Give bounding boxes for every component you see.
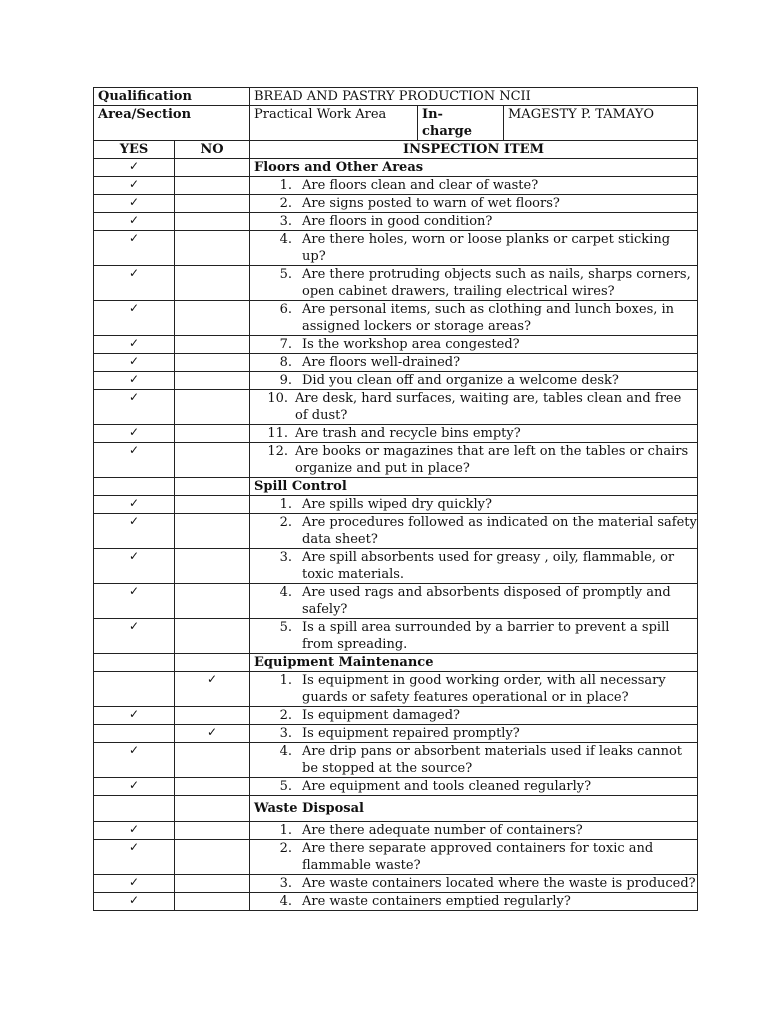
yes-cell — [94, 177, 175, 195]
inspection-question — [250, 840, 698, 875]
item-text: Are used rags and absorbents disposed of promptly and safely? — [302, 585, 671, 617]
item-text: Are waste containers located where the waste is produced? — [302, 876, 696, 891]
yes-cell — [94, 654, 175, 672]
inspection-item-row — [94, 195, 698, 213]
check-mark-icon: ✓ — [128, 549, 140, 563]
inspection-item-row — [94, 390, 698, 425]
item-number: 1. — [279, 673, 292, 688]
item-number: 11. — [267, 426, 288, 441]
no-cell — [175, 584, 250, 619]
inspection-question — [250, 195, 698, 213]
item-text: Are floors clean and clear of waste? — [302, 178, 539, 193]
item-text: Are there adequate number of containers? — [302, 823, 583, 838]
no-column-header: NO — [175, 141, 250, 159]
no-cell — [175, 840, 250, 875]
yes-cell — [94, 584, 175, 619]
check-mark-icon: ✓ — [128, 707, 140, 721]
inspection-question — [250, 231, 698, 266]
check-mark-icon: ✓ — [128, 822, 140, 836]
yes-cell — [94, 213, 175, 231]
inspection-question — [250, 549, 698, 584]
no-cell — [175, 177, 250, 195]
item-number: 1. — [279, 823, 292, 838]
incharge-value: MAGESTY P. TAMAYO — [504, 106, 698, 141]
item-number: 1. — [279, 178, 292, 193]
incharge-label: In-charge — [418, 106, 504, 141]
check-mark-icon: ✓ — [128, 301, 140, 315]
no-cell — [175, 549, 250, 584]
item-number: 2. — [279, 841, 292, 856]
item-number: 5. — [279, 779, 292, 794]
no-cell — [175, 875, 250, 893]
no-cell — [175, 354, 250, 372]
yes-cell — [94, 743, 175, 778]
yes-cell — [94, 159, 175, 177]
inspection-item-row — [94, 840, 698, 875]
item-text: Did you clean off and organize a welcome desk? — [302, 373, 619, 388]
inspection-item-row — [94, 549, 698, 584]
yes-cell — [94, 822, 175, 840]
inspection-item-column-header: INSPECTION ITEM — [250, 141, 698, 159]
yes-cell — [94, 619, 175, 654]
no-cell — [175, 725, 250, 743]
inspection-question — [250, 672, 698, 707]
inspection-question — [250, 301, 698, 336]
no-cell — [175, 372, 250, 390]
qualification-row — [94, 88, 698, 106]
inspection-question — [250, 875, 698, 893]
section-header-row — [94, 654, 698, 672]
item-text: Is equipment repaired promptly? — [302, 726, 520, 741]
item-text: Are floors in good condition? — [302, 214, 493, 229]
no-cell — [175, 478, 250, 496]
check-mark-icon: ✓ — [128, 496, 140, 510]
item-number: 10. — [267, 391, 288, 406]
item-number: 3. — [279, 550, 292, 565]
inspection-item-row — [94, 725, 698, 743]
no-cell — [175, 822, 250, 840]
inspection-question — [250, 496, 698, 514]
item-number: 5. — [279, 267, 292, 282]
check-mark-icon: ✓ — [128, 266, 140, 280]
item-text: Are there separate approved containers for toxic and flammable waste? — [302, 841, 654, 873]
item-number: 2. — [279, 708, 292, 723]
yes-cell — [94, 336, 175, 354]
section-header-row — [94, 159, 698, 177]
inspection-item-row — [94, 875, 698, 893]
item-text: Are procedures followed as indicated on the material safety data sheet? — [302, 515, 697, 547]
no-cell — [175, 893, 250, 911]
inspection-item-row — [94, 619, 698, 654]
inspection-question — [250, 822, 698, 840]
item-number: 9. — [279, 373, 292, 388]
no-cell — [175, 425, 250, 443]
check-mark-icon: ✓ — [128, 336, 140, 350]
yes-cell — [94, 195, 175, 213]
item-number: 6. — [279, 302, 292, 317]
yes-cell — [94, 301, 175, 336]
check-mark-icon: ✓ — [128, 778, 140, 792]
inspection-question — [250, 390, 698, 425]
yes-cell — [94, 725, 175, 743]
item-text: Are books or magazines that are left on the tables or chairs organize and put in place? — [295, 444, 689, 476]
item-number: 4. — [279, 585, 292, 600]
qualification-label: Qualification — [94, 88, 250, 106]
item-text: Are there holes, worn or loose planks or carpet sticking up? — [302, 232, 671, 264]
item-text: Are spill absorbents used for greasy , oily, flammable, or toxic materials. — [302, 550, 675, 582]
item-text: Is equipment damaged? — [302, 708, 461, 723]
no-cell — [175, 195, 250, 213]
no-cell — [175, 390, 250, 425]
check-mark-icon: ✓ — [128, 425, 140, 439]
no-cell — [175, 336, 250, 354]
no-cell — [175, 301, 250, 336]
yes-cell — [94, 672, 175, 707]
check-mark-icon: ✓ — [128, 231, 140, 245]
item-text: Is a spill area surrounded by a barrier to prevent a spill from spreading. — [302, 620, 670, 652]
inspection-item-row — [94, 301, 698, 336]
inspection-question — [250, 584, 698, 619]
no-cell — [175, 707, 250, 725]
section-title: Spill Control — [250, 478, 698, 496]
check-mark-icon: ✓ — [128, 875, 140, 889]
yes-cell — [94, 390, 175, 425]
qualification-value: BREAD AND PASTRY PRODUCTION NCII — [250, 88, 698, 106]
item-number: 5. — [279, 620, 292, 635]
yes-column-header: YES — [94, 141, 175, 159]
yes-cell — [94, 796, 175, 822]
check-mark-icon: ✓ — [128, 514, 140, 528]
check-mark-icon: ✓ — [128, 390, 140, 404]
yes-cell — [94, 231, 175, 266]
inspection-question — [250, 425, 698, 443]
check-mark-icon: ✓ — [206, 725, 218, 739]
check-mark-icon: ✓ — [128, 372, 140, 386]
no-cell — [175, 514, 250, 549]
item-number: 3. — [279, 876, 292, 891]
yes-cell — [94, 266, 175, 301]
inspection-question — [250, 336, 698, 354]
yes-cell — [94, 354, 175, 372]
check-mark-icon: ✓ — [128, 354, 140, 368]
inspection-question — [250, 354, 698, 372]
item-text: Is the workshop area congested? — [302, 337, 520, 352]
yes-cell — [94, 425, 175, 443]
section-header-row — [94, 478, 698, 496]
no-cell — [175, 496, 250, 514]
check-mark-icon: ✓ — [128, 195, 140, 209]
inspection-item-row — [94, 354, 698, 372]
no-cell — [175, 654, 250, 672]
inspection-question — [250, 893, 698, 911]
inspection-question — [250, 177, 698, 195]
item-number: 2. — [279, 196, 292, 211]
area-row — [94, 106, 698, 141]
inspection-item-row — [94, 177, 698, 195]
no-cell — [175, 796, 250, 822]
no-cell — [175, 778, 250, 796]
section-title: Waste Disposal — [250, 796, 698, 822]
yes-cell — [94, 372, 175, 390]
inspection-question — [250, 213, 698, 231]
inspection-item-row — [94, 514, 698, 549]
item-number: 3. — [279, 214, 292, 229]
check-mark-icon: ✓ — [128, 893, 140, 907]
inspection-question — [250, 266, 698, 301]
no-cell — [175, 743, 250, 778]
area-label: Area/Section — [94, 106, 250, 141]
section-title: Floors and Other Areas — [250, 159, 698, 177]
inspection-item-row — [94, 743, 698, 778]
yes-cell — [94, 707, 175, 725]
item-number: 4. — [279, 894, 292, 909]
inspection-item-row — [94, 672, 698, 707]
no-cell — [175, 672, 250, 707]
inspection-item-row — [94, 231, 698, 266]
yes-cell — [94, 893, 175, 911]
item-text: Are signs posted to warn of wet floors? — [302, 196, 560, 211]
item-number: 1. — [279, 497, 292, 512]
item-number: 3. — [279, 726, 292, 741]
column-header-row — [94, 141, 698, 159]
yes-cell — [94, 514, 175, 549]
item-text: Are drip pans or absorbent materials used if leaks cannot be stopped at the source? — [302, 744, 683, 776]
inspection-question — [250, 743, 698, 778]
checklist-body — [94, 88, 698, 911]
inspection-item-row — [94, 584, 698, 619]
no-cell — [175, 619, 250, 654]
inspection-item-row — [94, 213, 698, 231]
item-text: Are there protruding objects such as nails, sharps corners, open cabinet drawers, trailing electrical wires? — [302, 267, 691, 299]
yes-cell — [94, 875, 175, 893]
item-text: Is equipment in good working order, with all necessary guards or safety features operational or in place? — [302, 673, 666, 705]
inspection-item-row — [94, 372, 698, 390]
item-text: Are equipment and tools cleaned regularly? — [302, 779, 592, 794]
item-text: Are spills wiped dry quickly? — [302, 497, 492, 512]
item-number: 12. — [267, 444, 288, 459]
item-text: Are desk, hard surfaces, waiting are, tables clean and free of dust? — [295, 391, 682, 423]
inspection-item-row — [94, 707, 698, 725]
no-cell — [175, 231, 250, 266]
item-text: Are waste containers emptied regularly? — [302, 894, 571, 909]
inspection-question — [250, 725, 698, 743]
no-cell — [175, 159, 250, 177]
inspection-question — [250, 778, 698, 796]
inspection-item-row — [94, 822, 698, 840]
inspection-item-row — [94, 266, 698, 301]
item-number: 4. — [279, 744, 292, 759]
yes-cell — [94, 478, 175, 496]
inspection-item-row — [94, 425, 698, 443]
section-header-row — [94, 796, 698, 822]
yes-cell — [94, 496, 175, 514]
inspection-item-row — [94, 778, 698, 796]
inspection-question — [250, 443, 698, 478]
check-mark-icon: ✓ — [128, 177, 140, 191]
inspection-question — [250, 372, 698, 390]
no-cell — [175, 213, 250, 231]
section-title: Equipment Maintenance — [250, 654, 698, 672]
check-mark-icon: ✓ — [128, 159, 140, 173]
inspection-item-row — [94, 496, 698, 514]
item-number: 8. — [279, 355, 292, 370]
inspection-question — [250, 619, 698, 654]
item-text: Are personal items, such as clothing and lunch boxes, in assigned lockers or storage areas? — [302, 302, 675, 334]
inspection-item-row — [94, 893, 698, 911]
check-mark-icon: ✓ — [128, 743, 140, 757]
item-number: 7. — [279, 337, 292, 352]
inspection-item-row — [94, 336, 698, 354]
check-mark-icon: ✓ — [128, 840, 140, 854]
inspection-checklist-table — [93, 87, 698, 911]
check-mark-icon: ✓ — [206, 672, 218, 686]
yes-cell — [94, 549, 175, 584]
inspection-question — [250, 514, 698, 549]
no-cell — [175, 266, 250, 301]
inspection-item-row — [94, 443, 698, 478]
item-number: 2. — [279, 515, 292, 530]
yes-cell — [94, 840, 175, 875]
check-mark-icon: ✓ — [128, 619, 140, 633]
item-text: Are floors well-drained? — [302, 355, 461, 370]
no-cell — [175, 443, 250, 478]
check-mark-icon: ✓ — [128, 213, 140, 227]
check-mark-icon: ✓ — [128, 584, 140, 598]
item-text: Are trash and recycle bins empty? — [295, 426, 521, 441]
item-number: 4. — [279, 232, 292, 247]
area-value: Practical Work Area — [250, 106, 418, 141]
check-mark-icon: ✓ — [128, 443, 140, 457]
yes-cell — [94, 778, 175, 796]
yes-cell — [94, 443, 175, 478]
inspection-question — [250, 707, 698, 725]
